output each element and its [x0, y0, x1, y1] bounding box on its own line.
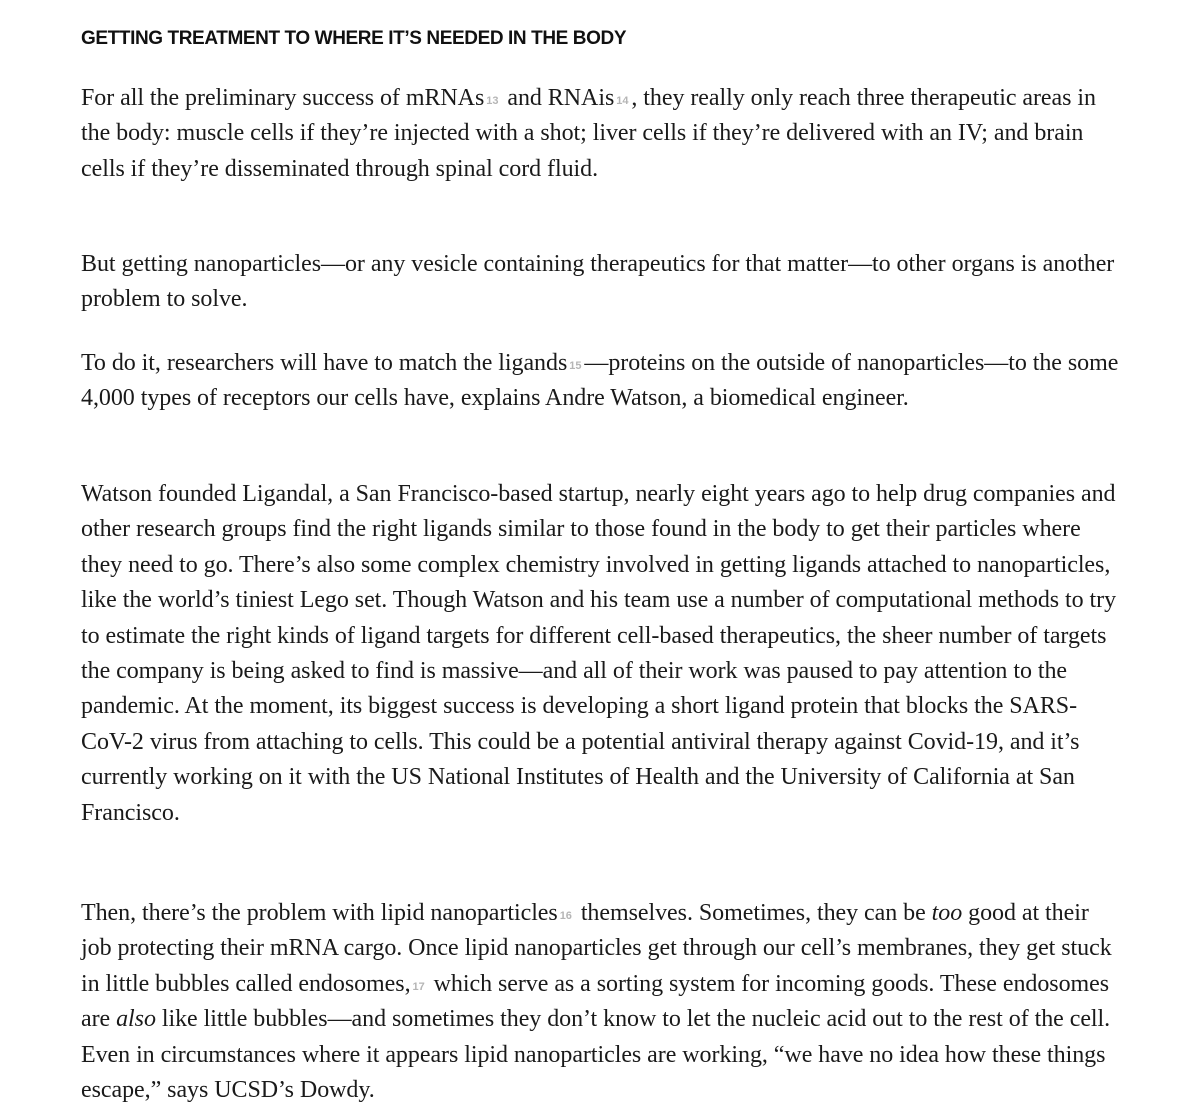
emphasis-text: too — [931, 900, 963, 926]
paragraph-text: But getting nanoparticles—or any vesicle containing therapeutics for that matter—to other organs is another problem to solve. — [81, 251, 1115, 313]
paragraph-1 — [81, 81, 1121, 187]
paragraph-3 — [81, 346, 1121, 417]
paragraph-text: Watson founded Ligandal, a San Francisco-based startup, nearly eight years ago to help drug companies and other research groups find the right ligands similar to those found in the body to get their particles where they need to go. There’s also some complex chemistry involved in getting ligands attached to nanoparticles, like the world’s tiniest Lego set. Though Watson and his team use a number of computational methods to try to estimate the right kinds of ligand targets for different cell-based therapeutics, the sheer number of targets the company is being asked to find is massive—and all of their work was paused to pay attention to the pandemic. At the moment, its biggest success is developing a short ligand protein that blocks the SARS-CoV-2 virus from attaching to cells. This could be a potential antiviral therapy against Covid-19, and it’s currently working on it with the US National Institutes of Health and the University of California at San Francisco. — [81, 481, 1117, 826]
footnote-13-link[interactable]: 13 — [486, 95, 499, 107]
paragraph-text: Then, there’s the problem with lipid nanoparticles — [81, 900, 558, 926]
footnote-17-link[interactable]: 17 — [412, 980, 425, 993]
paragraph-2 — [81, 247, 1121, 318]
paragraph-text: which serve as a sorting system for incoming goods. These endosomes are — [81, 970, 1110, 1033]
paragraph-text: For all the preliminary success of mRNAs — [81, 85, 485, 111]
footnote-16-link[interactable]: 16 — [559, 910, 572, 922]
paragraph-text: good at their job protecting their mRNA cargo. Once lipid nanoparticles get through our cell’s membranes, they get stuck in little bubbles called endosomes, — [81, 900, 1112, 997]
footnote-15-link[interactable]: 15 — [569, 360, 582, 372]
paragraph-text: themselves. Sometimes, they can be — [580, 900, 926, 926]
paragraph-text: like little bubbles—and sometimes they don’t know to let the nucleic acid out to the rest of the cell. Even in circumstances where it appears lipid nanoparticles are working, “we have no idea how these things escape,” says UCSD’s Dowdy. — [81, 1006, 1111, 1104]
paragraph-text: , they really only reach three therapeutic areas in the body: muscle cells if they’re injected with a shot; liver cells if they’re delivered with an IV; and brain cells if they’re disseminated through spinal cord fluid. — [81, 85, 1096, 182]
paragraph-text: —proteins on the outside of nanoparticles—to the some 4,000 types of receptors our cells have, explains Andre Watson, a biomedical engineer. — [81, 350, 1119, 412]
paragraph-text: To do it, researchers will have to match the ligands — [81, 350, 568, 376]
section-heading: GETTING TREATMENT TO WHERE IT’S NEEDED IN THE BODY — [81, 28, 627, 49]
paragraph-text: and RNAis — [507, 85, 615, 111]
footnote-14-link[interactable]: 14 — [616, 95, 629, 107]
paragraph-4 — [81, 477, 1121, 831]
paragraph-5 — [81, 896, 1121, 1108]
emphasis-text: also — [116, 1006, 156, 1033]
